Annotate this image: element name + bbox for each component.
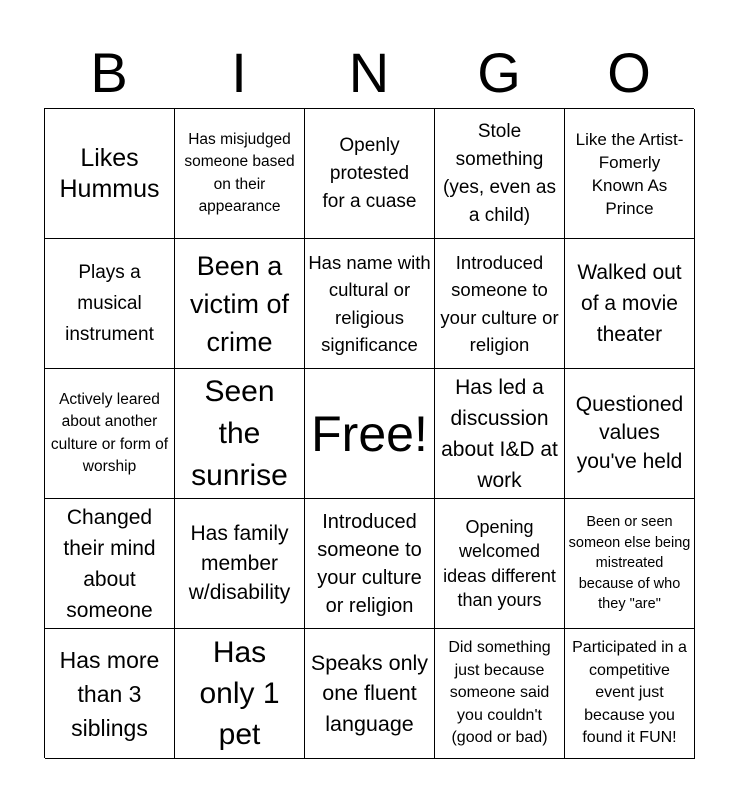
cell-text: Speaks only one fluent language xyxy=(310,650,429,736)
bingo-cell[interactable] xyxy=(175,499,305,629)
bingo-cell[interactable] xyxy=(565,499,695,629)
cell-text: Actively leared about another culture or form of worship xyxy=(50,390,169,475)
cell-text: Seen the sunrise xyxy=(191,374,288,492)
bingo-cell[interactable] xyxy=(45,109,175,239)
bingo-board xyxy=(44,108,694,758)
bingo-header xyxy=(44,40,694,106)
bingo-cell[interactable] xyxy=(435,239,565,369)
cell-text: Openly protested for a cuase xyxy=(322,134,417,212)
bingo-cell[interactable] xyxy=(45,239,175,369)
cell-text: Has only 1 pet xyxy=(199,636,280,751)
bingo-cell[interactable] xyxy=(175,369,305,499)
bingo-cell[interactable] xyxy=(305,369,435,499)
bingo-cell[interactable] xyxy=(305,109,435,239)
bingo-cell[interactable] xyxy=(305,499,435,629)
bingo-cell[interactable] xyxy=(565,239,695,369)
bingo-cell[interactable] xyxy=(435,629,565,759)
cell-text: Opening welcomed ideas different than yours xyxy=(443,516,556,610)
cell-text: Did something just because someone said you couldn't (good or bad) xyxy=(448,639,551,747)
bingo-cell[interactable] xyxy=(175,109,305,239)
cell-text: Walked out of a movie theater xyxy=(577,261,682,346)
bingo-cell[interactable] xyxy=(565,629,695,759)
header-letter-i: I xyxy=(231,41,247,104)
bingo-cell[interactable] xyxy=(175,239,305,369)
cell-text: Has misjudged someone based on their appearance xyxy=(184,130,295,215)
bingo-cell[interactable] xyxy=(435,369,565,499)
bingo-cell[interactable] xyxy=(45,499,175,629)
bingo-cell[interactable] xyxy=(435,109,565,239)
bingo-cell[interactable] xyxy=(565,109,695,239)
bingo-cell[interactable] xyxy=(45,629,175,759)
cell-text: Introduced someone to your culture or religion xyxy=(440,251,559,355)
bingo-cell[interactable] xyxy=(175,629,305,759)
header-letter-g: G xyxy=(477,41,521,104)
header-letter-o: O xyxy=(607,41,651,104)
bingo-cell[interactable] xyxy=(305,239,435,369)
cell-text: Has family member w/disability xyxy=(188,522,291,605)
free-space-text: Free! xyxy=(311,405,428,462)
bingo-cell[interactable] xyxy=(45,369,175,499)
header-letter-n: N xyxy=(348,41,390,104)
bingo-cell[interactable] xyxy=(305,629,435,759)
cell-text: Stole something (yes, even as a child) xyxy=(443,120,556,226)
cell-text: Introduced someone to your culture or religion xyxy=(317,510,422,617)
cell-text: Been or seen someon else being mistreated because of who they "are" xyxy=(568,514,691,613)
cell-text: Questioned values you've held xyxy=(575,392,684,473)
cell-text: Has name with cultural or religious significance xyxy=(308,251,431,355)
bingo-cell[interactable] xyxy=(565,369,695,499)
cell-text: Has more than 3 siblings xyxy=(59,646,160,741)
header-letter-b: B xyxy=(90,41,128,104)
bingo-cell[interactable] xyxy=(435,499,565,629)
cell-text: Participated in a competitive event just because you found it FUN! xyxy=(572,639,687,747)
cell-text: Likes Hummus xyxy=(59,143,160,203)
cell-text: Changed their mind about someone xyxy=(63,505,156,622)
cell-text: Like the Artist-Fomerly Known As Prince xyxy=(575,129,684,218)
cell-text: Been a victim of crime xyxy=(189,250,289,357)
cell-text: Plays a musical instrument xyxy=(65,262,154,345)
cell-text: Has led a discussion about I&D at work xyxy=(441,375,558,492)
